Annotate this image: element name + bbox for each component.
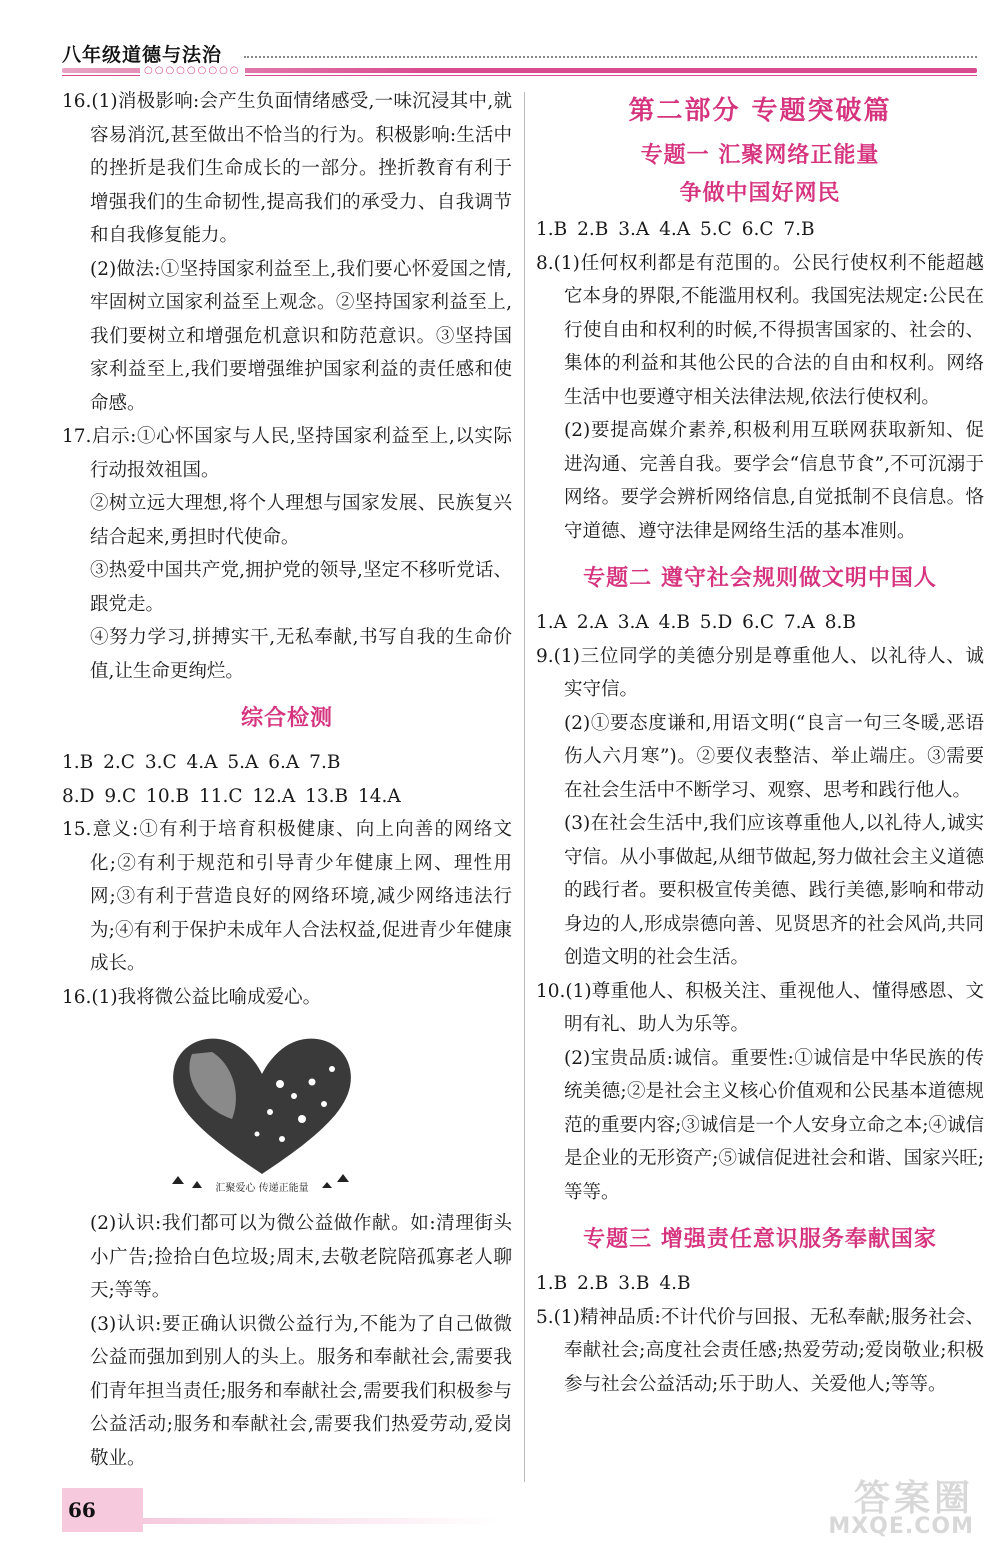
answer-16-1: 16.(1)我将微公益比喻成爱心。 xyxy=(62,986,322,1008)
topic2-answer-9-3: (3)在社会生活中,我们应该尊重他人,以礼待人,诚实守信。从小事做起,从细节做起,努力做社会主义道德的践行者。要积极宣传美德、践行美德,影响和带动身边的人,形成崇德向善、见贤思齐的社会风尚,共同创造文明的社会生活。 xyxy=(564,813,984,968)
part-title: 第二部分 专题突破篇 xyxy=(628,96,892,126)
heart-icon xyxy=(162,1024,362,1199)
topic2-answer-10-2: (2)宝贵品质:诚信。重要性:①诚信是中华民族的传统美德;②是社会主义核心价值观和公民基本道德规范的重要内容;③诚信是一个人安身立命之本;④诚信是企业的无形资产;⑤诚信促进社会和谐、国家兴旺;等等。 xyxy=(564,1047,984,1203)
topic3-title: 专题三 增强责任意识服务奉献国家 xyxy=(583,1227,937,1252)
answer-17-point4: ④努力学习,拼搏实干,无私奉献,书写自我的生命价值,让生命更绚烂。 xyxy=(90,627,512,682)
topic2-title: 专题二 遵守社会规则做文明中国人 xyxy=(583,566,937,591)
answer-16-2: (2)认识:我们都可以为微公益做作献。如:清理街头小广告;捡拾白色垃圾;周末,去敬老院陪孤寡老人聊天;等等。 xyxy=(90,1213,512,1301)
section-title-comprehensive-test: 综合检测 xyxy=(240,706,333,731)
header-circles-ornament: ○○○○○○○○○ xyxy=(140,66,245,76)
answer-16-part1: 16.(1)消极影响:会产生负面情绪感受,一味沉浸其中,就容易消沉,甚至做出不恰当的行为。积极影响:生活中的挫折是我们生命成长的一部分。挫折教育有利于增强我们的生命韧性,提高我们的承受力、自我调节和自我修复能力。 xyxy=(62,91,512,246)
column-divider xyxy=(524,92,525,1482)
mc-answers-row2: 8.D 9.C 10.B 11.C 12.A 13.B 14.A xyxy=(62,785,401,807)
answer-17-point2: ②树立远大理想,将个人理想与国家发展、民族复兴结合起来,勇担时代使命。 xyxy=(90,493,512,548)
left-column xyxy=(62,85,512,1475)
answer-17-intro: 17.启示:①心怀国家与人民,坚持国家利益至上,以实际行动报效祖国。 xyxy=(62,426,512,481)
topic1-subtitle: 争做中国好网民 xyxy=(679,181,841,206)
answer-16-3: (3)认识:要正确认识微公益行为,不能为了自己做微公益而强加到别人的头上。服务和奉献社会,需要我们青年担当责任;服务和奉献社会,需要我们积极参与公益活动;服务和奉献社会,需要我们热爱劳动,爱岗敬业。 xyxy=(90,1313,512,1469)
mc-answers-row1: 1.B 2.C 3.C 4.A 5.A 6.A 7.B xyxy=(62,752,341,773)
answer-17-point3: ③热爱中国共产党,拥护党的领导,坚定不移听党话、跟党走。 xyxy=(90,560,512,615)
topic1-answer-8-2: (2)要提高媒介素养,积极利用互联网获取新知、促进沟通、完善自我。要学会“信息节食”,不可沉溺于网络。要学会辨析网络信息,自觉抵制不良信息。恪守道德、遵守法律是网络生活的基本准则。 xyxy=(564,420,984,542)
topic3-mc-answers: 1.B 2.B 3.B 4.B xyxy=(536,1273,691,1294)
answer-16-part2: (2)做法:①坚持国家利益至上,我们要心怀爱国之情,牢固树立国家利益至上观念。②坚持国家利益至上,我们要树立和增强危机意识和防范意识。③坚持国家利益至上,我们要增强维护国家利益的责任感和使命感。 xyxy=(90,258,512,414)
right-column xyxy=(536,85,984,1401)
topic2-answer-9-2: (2)①要态度谦和,用语文明(“良言一句三冬暖,恶语伤人六月寒”)。②要仪表整洁、举止端庄。③需要在社会生活中不断学习、观察、思考和践行他人。 xyxy=(564,712,984,801)
topic1-mc-answers: 1.B 2.B 3.A 4.A 5.C 6.C 7.B xyxy=(536,219,815,240)
page-header xyxy=(62,38,977,82)
topic2-answer-9-1: 9.(1)三位同学的美德分别是尊重他人、以礼待人、诚实守信。 xyxy=(536,645,984,700)
footer-pink-rule xyxy=(140,1518,500,1524)
topic1-title: 专题一 汇聚网络正能量 xyxy=(640,143,880,168)
watermark-domain: MXQE.COM xyxy=(828,1514,974,1539)
topic2-answer-10-1: 10.(1)尊重他人、积极关注、重视他人、懂得感恩、文明有礼、助人为乐等。 xyxy=(536,980,984,1035)
topic3-answer-5-1: 5.(1)精神品质:不计代价与回报、无私奉献;服务社会、奉献社会;高度社会责任感;热爱劳动;爱岗敬业;积极参与社会公益活动;乐于助人、关爱他人;等等。 xyxy=(536,1306,984,1395)
heart-illustration xyxy=(62,1024,512,1199)
watermark xyxy=(762,1470,982,1540)
heart-caption: 汇聚爱心 传递正能量 xyxy=(215,1183,309,1194)
watermark-logo-text: 答案圈 xyxy=(853,1478,974,1519)
header-dotted-rule xyxy=(244,56,977,58)
answer-15: 15.意义:①有利于培育积极健康、向上向善的网络文化;②有利于规范和引导青少年健康上网、理性用网;③有利于营造良好的网络环境,减少网络违法行为;④有利于保护未成年人合法权益,促进青少年健康成长。 xyxy=(62,819,512,974)
topic2-mc-answers: 1.A 2.A 3.A 4.B 5.D 6.C 7.A 8.B xyxy=(536,612,856,633)
page-number: 66 xyxy=(62,1488,143,1532)
book-title: 八年级道德与法治 xyxy=(62,44,223,66)
topic1-answer-8-1: 8.(1)任何权利都是有范围的。公民行使权利不能超越它本身的界限,不能滥用权利。我国宪法规定:公民在行使自由和权利的时候,不得损害国家的、社会的、集体的利益和其他公民的合法的自由和权利。网络生活中也要遵守相关法律法规,依法行使权利。 xyxy=(536,252,984,408)
